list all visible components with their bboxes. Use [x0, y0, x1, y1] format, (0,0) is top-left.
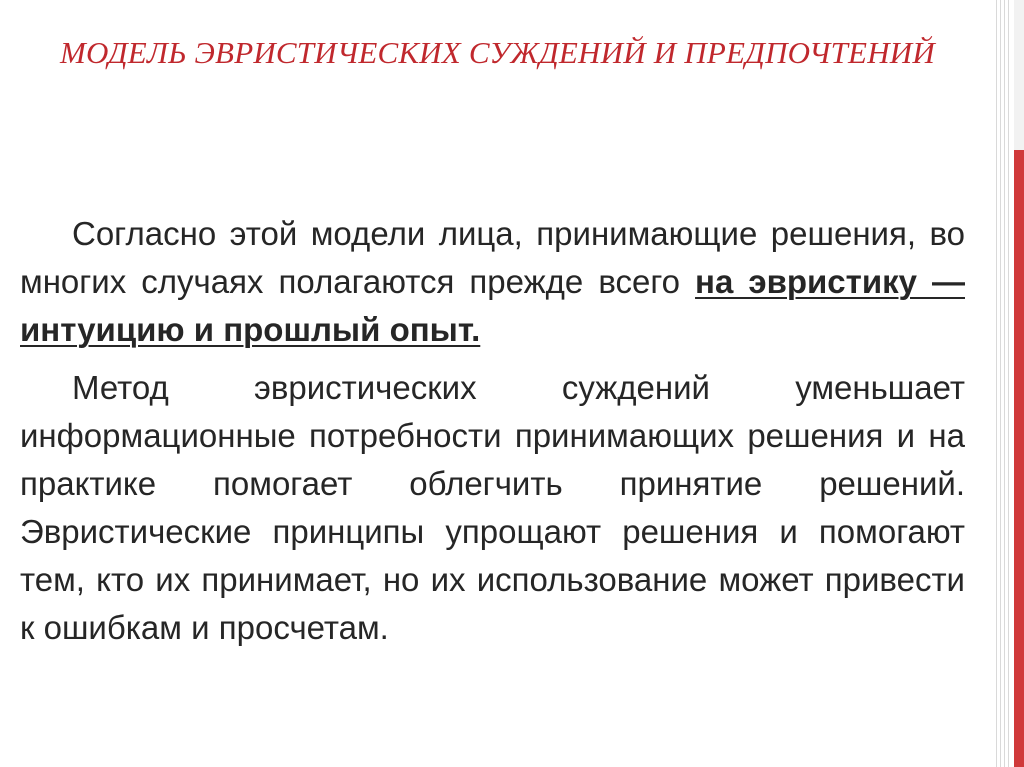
slide-body [20, 210, 965, 662]
page-edge-line [1004, 0, 1005, 767]
red-accent-bar [1014, 150, 1024, 767]
page-edge-line [996, 0, 997, 767]
slide-title: МОДЕЛЬ ЭВРИСТИЧЕСКИХ СУЖДЕНИЙ И ПРЕДПОЧТЕНИЙ [60, 35, 935, 70]
page-edge-line [1000, 0, 1001, 767]
paragraph-1-text: Согласно этой модели лица, принимающие решения, во многих случаях полагаются прежде всего [20, 215, 965, 300]
page-edge-line [1008, 0, 1009, 767]
paragraph-2: Метод эвристических суждений уменьшает информационные потребности принимающих решения и на практике помогает облегчить принятие решений. Эвристические принципы упрощают решения и помогают тем, кто их принимает, но их использование может привести к ошибкам и просчетам. [20, 369, 965, 646]
paragraph-1-emphasis: на эвристику — интуицию и прошлый опыт. [20, 263, 965, 348]
paragraph-1 [20, 210, 965, 354]
edge-top-strip [1014, 0, 1024, 150]
